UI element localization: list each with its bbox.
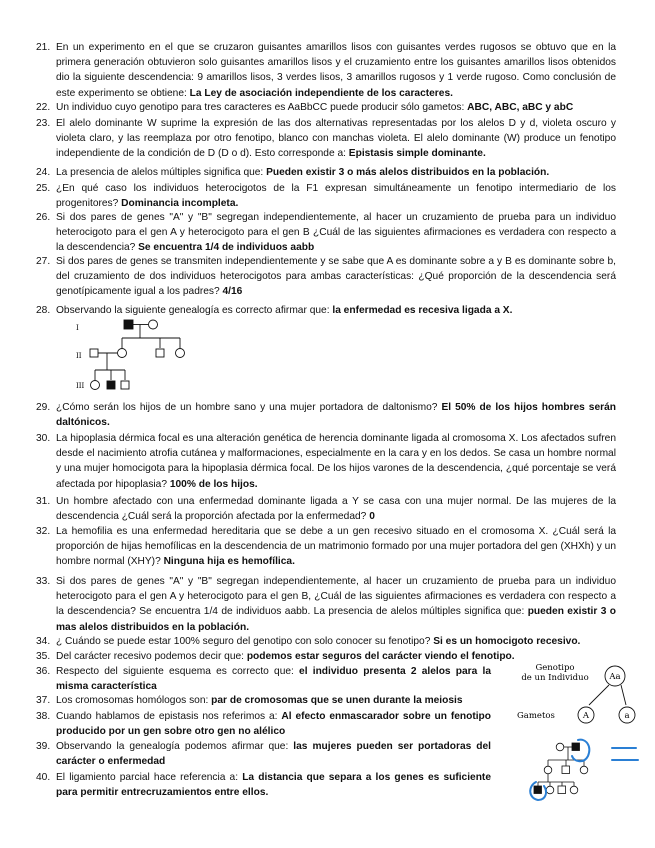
question-29 (36, 400, 616, 430)
question-answer: 100% de los hijos. (169, 478, 258, 490)
question-number: 34. (36, 636, 51, 647)
question-text: Si dos pares de genes "A" y "B" segregan independientemente, al hacer un cruzamiento de prueba para un individuo heterocigoto para el gen A y heterocigoto para el gen B ¿Cuál de las siguientes afirmaciones es verdadera con respecto a la descendencia? (56, 212, 616, 254)
question-text: Un individuo cuyo genotipo para tres caracteres es AaBbCC puede producir sólo gametos: (56, 102, 468, 113)
question-text: Cuando hablamos de epistasis nos referimos a: (56, 711, 282, 722)
question-text: ¿Cómo serán los hijos de un hombre sano y una mujer portadora de daltonismo? (56, 402, 442, 413)
question-text: Un hombre afectado con una enfermedad dominante ligada a Y se casa con una mujer normal. De las mujeres de la descendencia ¿Cuál será la proporción afectada por la enfermedad? (56, 496, 616, 523)
question-number: 36. (36, 666, 51, 677)
question-25 (36, 181, 616, 211)
question-text: Los cromosomas homólogos son: (56, 695, 212, 706)
question-body (56, 524, 616, 570)
question-36 (36, 664, 491, 694)
question-30 (36, 431, 616, 492)
question-number: 28. (36, 305, 51, 316)
question-answer: pueden existir 3 o mas alelos distribuidos en la población. (56, 606, 616, 633)
question-answer: 4/16 (222, 286, 243, 298)
question-number: 40. (36, 772, 51, 783)
pedigree-q28 (70, 318, 220, 398)
question-body (56, 709, 491, 739)
question-number: 30. (36, 433, 51, 444)
question-body (56, 400, 616, 430)
question-body (56, 303, 616, 318)
question-text: Del carácter recesivo podemos decir que: (56, 651, 247, 662)
question-answer: Dominancia incompleta. (121, 198, 239, 210)
question-body (56, 739, 491, 769)
question-body (56, 165, 616, 180)
question-body (56, 116, 616, 162)
question-body (56, 693, 491, 708)
question-answer: La Ley de asociación independiente de los caracteres. (189, 87, 453, 99)
question-answer: Pueden existir 3 o más alelos distribuidos en la población. (266, 167, 550, 178)
pedigree-q39 (528, 736, 648, 802)
question-number: 32. (36, 526, 51, 537)
question-answer: la enfermedad es recesiva ligada a X. (332, 305, 513, 316)
question-body (56, 254, 616, 300)
question-text: La hemofilia es una enfermedad hereditaria que se debe a un gen recesivo situado en el cromosoma X. ¿Cuál será la proporción de hijas hemofílicas en la descendencia de un matrimonio formado por una mujer portadora del gen (XHXh) y un hombre normal (XHY)? (56, 526, 616, 568)
question-answer: ABC, ABC, aBC y abC (467, 102, 574, 113)
question-text: La hipoplasia dérmica focal es una alteración genética de herencia dominante ligada al cromosoma X. Los afectados sufren desde el nacimiento atrofia cutánea y malformaciones, especialmente en la cara y en los dedos. Se casa un hombre normal y una mujer homocigota para la hipoplasia dérmica focal. De los hijos varones de la descendencia, ¿qué porcentaje se verá afectada por hipoplasia? (56, 433, 616, 490)
question-body (56, 494, 616, 524)
question-body (56, 210, 616, 256)
question-38 (36, 709, 491, 739)
question-number: 39. (36, 741, 51, 752)
question-number: 22. (36, 102, 51, 113)
gen-label-i: I (76, 324, 79, 332)
question-text: Observando la siguiente genealogía es correcto afirmar que: (56, 305, 333, 316)
question-number: 38. (36, 711, 51, 722)
question-26 (36, 210, 616, 256)
question-body (56, 574, 616, 635)
question-text: Si dos pares de genes se transmiten independientemente y se sabe que A es dominante sobre a y B es dominante sobre b, del cruzamiento de dos individuos heterocigotos para ambas características: ¿Qué proporción de la descendencia será genotípicamente igual a los padres? (56, 256, 616, 298)
question-39 (36, 739, 491, 769)
scheme-title-line1: Genotipo (535, 663, 575, 673)
question-body (56, 634, 616, 649)
question-28 (36, 303, 616, 318)
question-number: 35. (36, 651, 51, 662)
scheme-q36 (515, 662, 645, 732)
question-number: 29. (36, 402, 51, 413)
question-number: 27. (36, 256, 51, 267)
question-body (56, 40, 616, 101)
scheme-gamete-2: a (624, 711, 630, 721)
question-40 (36, 770, 491, 800)
question-22 (36, 100, 616, 115)
question-number: 24. (36, 167, 51, 178)
question-answer: Se encuentra 1/4 de individuos aabb (138, 242, 315, 254)
question-answer: Al efecto enmascarador sobre un fenotipo producido por un gen sobre otro gen no alélico (56, 711, 491, 738)
question-answer: las mujeres pueden ser portadoras del carácter o enfermedad (56, 741, 491, 768)
question-answer: 0 (369, 511, 375, 523)
question-answer: podemos estar seguros del carácter viendo el fenotipo. (246, 651, 515, 662)
question-27 (36, 254, 616, 300)
question-answer: Si es un homocigoto recesivo. (433, 636, 581, 647)
question-text: En un experimento en el que se cruzaron guisantes amarillos lisos con guisantes verdes rugosos se obtuvo que en la primera generación obtuvieron solo guisantes amarillos lisos y el cruzamiento entre los guisantes amarillos lisos obtenidos dio la siguiente descendencia: 9 amarillos lisos, 3 verdes lisos, 3 amarillos rugosos y 1 verde rugoso. Como conclusión de este experimento se obtiene: (56, 42, 616, 99)
question-text: ¿En qué caso los individuos heterocigotos de la F1 expresan simultáneamente un fenotipo intermediario de los progenitores? (56, 183, 616, 210)
question-text: El ligamiento parcial hace referencia a: (56, 772, 243, 783)
question-answer: par de cromosomas que se unen durante la meiosis (211, 695, 463, 706)
question-number: 26. (36, 212, 51, 223)
question-number: 37. (36, 695, 51, 706)
question-34 (36, 634, 616, 649)
question-number: 33. (36, 576, 51, 587)
question-37 (36, 693, 491, 708)
question-answer: Epistasis simple dominante. (348, 148, 486, 160)
question-number: 21. (36, 42, 51, 53)
question-body (56, 100, 616, 115)
question-body (56, 181, 616, 211)
question-body (56, 664, 491, 694)
question-body (56, 770, 491, 800)
question-31 (36, 494, 616, 524)
scheme-title-line2: de un Individuo (521, 673, 589, 683)
question-number: 31. (36, 496, 51, 507)
question-text: Respecto del siguiente esquema es correcto que: (56, 666, 300, 677)
gen-label-ii: II (76, 352, 82, 360)
question-33 (36, 574, 616, 635)
question-23 (36, 116, 616, 162)
question-number: 23. (36, 118, 51, 129)
question-text: ¿ Cuándo se puede estar 100% seguro del genotipo con solo conocer su fenotipo? (56, 636, 434, 647)
scheme-gamete-1: A (582, 711, 590, 721)
question-answer: La distancia que separa a los genes es suficiente para permitir entrecruzamientos entre ellos. (56, 772, 491, 799)
question-24 (36, 165, 616, 180)
question-21 (36, 40, 616, 101)
question-text: Observando la genealogía podemos afirmar que: (56, 741, 294, 752)
question-answer: el individuo presenta 2 alelos para la misma característica (56, 666, 491, 693)
question-text: La presencia de alelos múltiples significa que: (56, 167, 267, 178)
scheme-gametes-label: Gametos (517, 711, 555, 721)
question-number: 25. (36, 183, 51, 194)
gen-label-iii: III (76, 382, 85, 390)
question-answer: El 50% de los hijos hombres serán daltónicos. (56, 402, 616, 429)
question-32 (36, 524, 616, 570)
question-text: El alelo dominante W suprime la expresión de las dos alternativas representadas por los alelos D y d, violeta oscuro y violeta claro, y las reemplaza por otro fenotipo, blanco con manchas violeta. El alelo dominante (W) produce un fenotipo independiente de la condición de D (D o d). Esto corresponde a: (56, 118, 616, 160)
question-text: Si dos pares de genes "A" y "B" segregan independientemente, al hacer un cruzamiento de prueba para un individuo heterocigoto para el gen A y heterocigoto para el gen B, ¿Cuál de las siguientes afirmaciones es verdadera con respecto a la descendencia? Se encuentra 1/4 de individuos aabb. La presencia de alelos múltiples significa que: (56, 576, 616, 618)
scheme-genotype: Aa (609, 672, 621, 682)
question-answer: Ninguna hija es hemofílica. (163, 556, 295, 568)
question-body (56, 431, 616, 492)
